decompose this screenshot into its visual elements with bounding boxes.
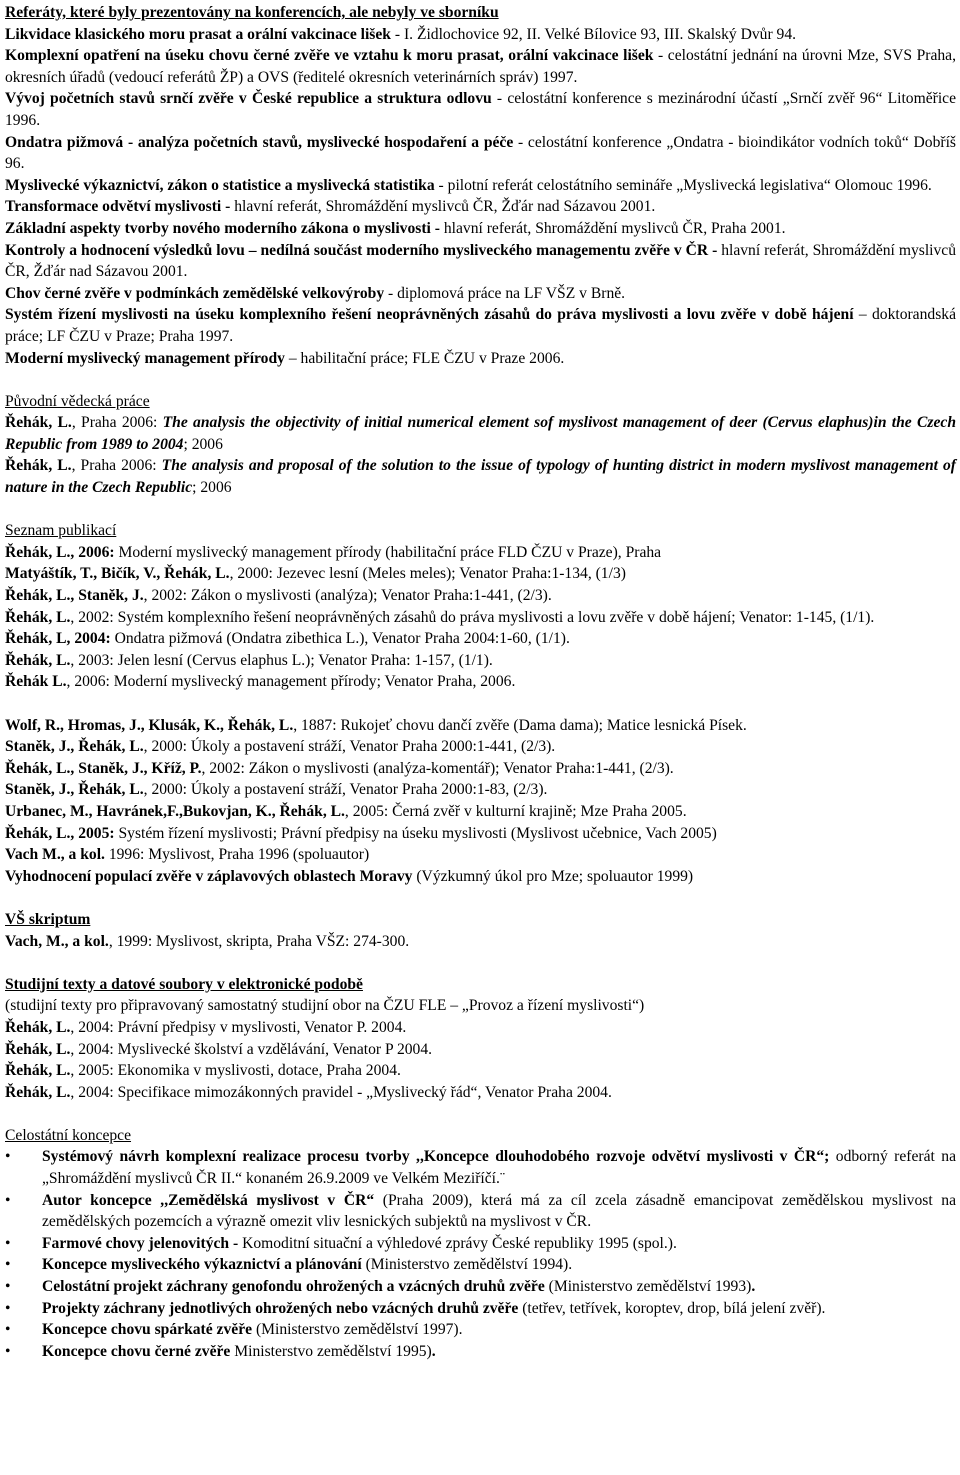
bullet-item (5, 1254, 956, 1276)
spacer (5, 887, 956, 909)
text-run: , Praha 2006: (71, 414, 163, 432)
list-item (5, 585, 956, 607)
text-run: Ministerstvo zemědělství 1995) (230, 1342, 432, 1360)
section-title-national-concepts: Celostátní koncepce (5, 1126, 132, 1144)
emphasis-run: Řehák, L. (5, 1018, 71, 1036)
text-run: , 2003: Jelen lesní (Cervus elaphus L.); Venator Praha: 1-157, (1/1). (70, 651, 493, 669)
text-run: , Praha 2006: (71, 457, 162, 475)
emphasis-run: Komplexní opatření na úseku chovu černé zvěře ve vztahu k moru prasat, orální vakcinace lišek (5, 47, 654, 65)
text-run: , 1887: Rukojeť chovu dančí zvěře (Dama dama); Matice lesnická Písek. (293, 716, 747, 734)
emphasis-run: The analysis and proposal of the solution to the issue of typology of hunting district in modern myslivost management of nature in the Czech Republic (5, 457, 957, 497)
text-run: - I. Židlochovice 92, II. Velké Bílovice 93, III. Skalský Dvůr 94. (390, 25, 797, 43)
text-run: Komoditní situační a výhledové zprávy České republiky 1995 (spol.). (238, 1234, 677, 1252)
list-item (5, 218, 956, 240)
text-run: hlavní referát, Shromáždění myslivců ČR, Žďár nad Sázavou 2001. (230, 198, 656, 216)
emphasis-run: Vach M., a kol. (5, 846, 105, 864)
list-item (5, 283, 956, 305)
text-run: (Ministerstvo zemědělství 1993) (544, 1278, 752, 1296)
list-item (5, 650, 956, 672)
emphasis-run: Autor koncepce ,,Zemědělská myslivost v ČR“ (42, 1191, 375, 1209)
list-item (5, 175, 956, 197)
national-concepts-list (5, 1146, 956, 1362)
section-title-original-research: Původní vědecká práce (5, 392, 150, 410)
textbook-list (5, 931, 956, 953)
emphasis-run: Staněk, J., Řehák, L. (5, 738, 144, 756)
list-item (5, 304, 956, 347)
bullet-item (5, 1341, 956, 1363)
list-item (5, 844, 956, 866)
text-run: odborný referát na „Shromáždění myslivců ČR II.“ konaném 26.9.2009 ve Velkém Meziříčí.¨ (42, 1148, 956, 1188)
list-item (5, 132, 956, 175)
text-run: (Ministerstvo zemědělství 1994). (361, 1256, 573, 1274)
emphasis-run: Řehák, L. (5, 608, 71, 626)
emphasis-run: Řehák L. (5, 673, 67, 691)
list-item (5, 1060, 956, 1082)
emphasis-run: Koncepce chovu spárkaté zvěře (42, 1321, 253, 1339)
emphasis-run: Chov černé zvěře v podmínkách zemědělské velkovýroby (5, 284, 385, 302)
emphasis-run: Systémový návrh komplexní realizace procesu tvorby ,,Koncepce dlouhodobého rozvoje odvětví myslivosti v ČR“; (42, 1148, 830, 1166)
spacer (5, 499, 956, 521)
text-run: , 2000: Úkoly a postavení stráží, Venator Praha 2000:1-83, (2/3). (143, 781, 548, 799)
text-run: , 2000: Jezevec lesní (Meles meles); Venator Praha:1-134, (1/3) (229, 565, 626, 583)
emphasis-run: Likvidace klasického moru prasat a orální vakcinace lišek (5, 25, 391, 43)
spacer (5, 369, 956, 391)
bullet-item (5, 1319, 956, 1341)
emphasis-run: Kontroly a hodnocení výsledků lovu – nedílná součást moderního mysliveckého managementu zvěře v ČR - (5, 241, 718, 259)
spacer (5, 1103, 956, 1125)
emphasis-run: Řehák, L, 2004: (5, 630, 111, 648)
text-run: , 2005: Černá zvěř v kulturní krajině; Mze Praha 2005. (344, 802, 687, 820)
text-run: ; 2006 (183, 435, 223, 453)
emphasis-run: Řehák, L. (5, 457, 72, 475)
section-title-conference-papers: Referáty, které byly prezentovány na konferencích, ale nebyly ve sborníku (5, 4, 499, 21)
bullet-icon: • (5, 1321, 11, 1339)
bullet-icon: • (5, 1148, 11, 1166)
text-run: Systém řízení myslivosti; Právní předpisy na úseku myslivosti (Myslivost učebnice, Vach 2005) (114, 824, 717, 842)
emphasis-run: Staněk, J., Řehák, L. (5, 781, 144, 799)
list-item (5, 801, 956, 823)
spacer (5, 952, 956, 974)
bullet-icon: • (5, 1342, 11, 1360)
emphasis-run: Základní aspekty tvorby nového moderního zákona o myslivosti - (5, 219, 440, 237)
list-item (5, 607, 956, 629)
bullet-item (5, 1233, 956, 1255)
text-run: (Ministerstvo zemědělství 1997). (252, 1321, 463, 1339)
bullet-icon: • (5, 1191, 11, 1209)
list-item (5, 671, 956, 693)
text-run: – doktorandská práce; LF ČZU v Praze; Praha 1997. (5, 306, 956, 345)
text-run: , 2002: Zákon o myslivosti (analýza); Venator Praha:1-441, (2/3). (143, 587, 552, 605)
publications-list-2 (5, 715, 956, 888)
list-item (5, 1017, 956, 1039)
text-run: - celostátní konference s mezinárodní účastí „Srnčí zvěř 96“ Litoměřice 1996. (5, 90, 956, 129)
list-item (5, 823, 956, 845)
list-item (5, 779, 956, 801)
emphasis-run: Myslivecké výkaznictví, zákon o statistice a myslivecká statistika (5, 176, 435, 194)
emphasis-run: The analysis the objectivity of initial numerical element sof myslivost management of deer (Cervus elaphus)in the Czech Republic from 1989 to 2004 (5, 414, 956, 453)
text-run: - celostátní jednání na úrovni Mze, SVS Praha, okresních úřadů (vedoucí referátů ŽP) a OVS (ředitelé okresních veterinárních správ) 1997. (5, 47, 956, 86)
list-item (5, 758, 956, 780)
list-item (5, 736, 956, 758)
text-run: , 2006: Moderní myslivecký management přírody; Venator Praha, 2006. (66, 673, 516, 691)
emphasis-run: Řehák, L., 2005: (5, 824, 115, 842)
bullet-item (5, 1298, 956, 1320)
emphasis-run: Řehák, L. (5, 1062, 71, 1080)
text-run: Ondatra pižmová (Ondatra zibethica L.), Venator Praha 2004:1-60, (1/1). (110, 630, 570, 648)
text-run: Moderní myslivecký management přírody (habilitační práce FLD ČZU v Praze), Praha (114, 543, 662, 561)
emphasis-run: . (751, 1278, 756, 1296)
emphasis-run: Vývoj početních stavů srnčí zvěře v České republice a struktura odlovu (5, 90, 492, 108)
section-title-publications: Seznam publikací (5, 522, 117, 540)
emphasis-run: Wolf, R., Hromas, J., Klusák, K., Řehák, L. (5, 716, 294, 734)
text-run: , 2005: Ekonomika v myslivosti, dotace, Praha 2004. (70, 1062, 401, 1080)
text-run: (studijní texty pro připravovaný samostatný studijní obor na ČZU FLE – „Provoz a řízení myslivosti“) (5, 997, 645, 1015)
text-run: hlavní referát, Shromáždění myslivců ČR, Praha 2001. (439, 219, 786, 237)
list-item (5, 995, 956, 1017)
emphasis-run: Koncepce chovu černé zvěře (42, 1342, 231, 1360)
bullet-icon: • (5, 1234, 11, 1252)
emphasis-run: Systém řízení myslivosti na úseku komplexního řešení neoprávněných zásahů do práva myslivosti a lovu zvěře v době hájení (5, 306, 854, 324)
study-texts-list (5, 995, 956, 1103)
list-item (5, 24, 956, 46)
text-run: , 2004: Myslivecké školství a vzdělávání, Venator P 2004. (70, 1040, 433, 1058)
emphasis-run: Matyáštík, T., Bičík, V., Řehák, L. (5, 565, 230, 583)
text-run: , 2004: Specifikace mimozákonných pravidel - „Myslivecký řád“, Venator Praha 2004. (70, 1083, 612, 1101)
list-item (5, 715, 956, 737)
text-run: (Výzkumný úkol pro Mze; spoluautor 1999) (412, 867, 694, 885)
publications-list (5, 542, 956, 693)
list-item (5, 88, 956, 131)
emphasis-run: Vach, M., a kol. (5, 932, 109, 950)
spacer (5, 693, 956, 715)
bullet-item (5, 1190, 956, 1233)
text-run: , 1999: Myslivost, skripta, Praha VŠZ: 274-300. (108, 932, 410, 950)
original-research-list (5, 412, 956, 498)
text-run: , 2004: Právní předpisy v myslivosti, Venator P. 2004. (70, 1018, 407, 1036)
text-run: - pilotní referát celostátního semináře „Myslivecká legislativa“ Olomouc 1996. (434, 176, 932, 194)
text-run: - diplomová práce na LF VŠZ v Brně. (384, 284, 626, 302)
text-run: , 2002: Systém komplexního řešení neoprávněných zásahů do práva myslivosti a lovu zvěře v době hájení; Venator: 1-145, (1/1). (70, 608, 875, 626)
list-item (5, 931, 956, 953)
text-run: (Praha 2009), která má za cíl zcela zásadně emancipovat zemědělskou myslivost na zemědělských pozemcích a výrazně omezit vliv lesnických subjektů na myslivost v ČR. (42, 1191, 956, 1231)
bullet-item (5, 1276, 956, 1298)
list-item (5, 45, 956, 88)
emphasis-run: Řehák, L. (5, 414, 72, 432)
list-item (5, 196, 956, 218)
text-run: - celostátní konference „Ondatra - bioindikátor vodních toků“ Dobříš 96. (5, 133, 956, 173)
section-title-study-texts: Studijní texty a datové soubory v elektronické podobě (5, 975, 363, 993)
conference-papers-list (5, 24, 956, 370)
emphasis-run: Farmové chovy jelenovitých - (42, 1234, 239, 1252)
emphasis-run: Celostátní projekt záchrany genofondu ohrožených a vzácných druhů zvěře (42, 1278, 545, 1296)
emphasis-run: Řehák, L. (5, 651, 71, 669)
text-run: ; 2006 (192, 479, 232, 497)
list-item (5, 866, 956, 888)
list-item (5, 628, 956, 650)
emphasis-run: Transformace odvětví myslivosti - (5, 198, 231, 216)
text-run: , 2002: Zákon o myslivosti (analýza-komentář); Venator Praha:1-441, (2/3). (201, 759, 674, 777)
emphasis-run: Řehák, L., Staněk, J., Kříž, P. (5, 759, 202, 777)
emphasis-run: Řehák, L., 2006: (5, 543, 115, 561)
text-run: – habilitační práce; FLE ČZU v Praze 2006. (284, 349, 565, 367)
emphasis-run: . (431, 1342, 436, 1360)
bullet-icon: • (5, 1299, 11, 1317)
emphasis-run: Koncepce mysliveckého výkaznictví a plánování (42, 1256, 362, 1274)
emphasis-run: Ondatra pižmová - analýza početních stavů, myslivecké hospodaření a péče (5, 133, 514, 151)
emphasis-run: Řehák, L. (5, 1083, 71, 1101)
text-run: (tetřev, tetřívek, koroptev, drop, bílá jelení zvěř). (518, 1299, 826, 1317)
text-run: hlavní referát, Shromáždění myslivců ČR, Žďár nad Sázavou 2001. (5, 241, 956, 281)
list-item (5, 563, 956, 585)
list-item (5, 412, 956, 455)
list-item (5, 1039, 956, 1061)
section-title-textbook: VŠ skriptum (5, 910, 91, 928)
list-item (5, 240, 956, 283)
bullet-icon: • (5, 1256, 11, 1274)
list-item (5, 348, 956, 370)
emphasis-run: Projekty záchrany jednotlivých ohrožených nebo vzácných druhů zvěře (42, 1299, 519, 1317)
text-run: , 2000: Úkoly a postavení stráží, Venator Praha 2000:1-441, (2/3). (143, 738, 556, 756)
list-item (5, 1082, 956, 1104)
emphasis-run: Moderní myslivecký management přírody (5, 349, 285, 367)
list-item (5, 455, 956, 498)
emphasis-run: Řehák, L., Staněk, J. (5, 587, 144, 605)
emphasis-run: Řehák, L. (5, 1040, 71, 1058)
emphasis-run: Vyhodnocení populací zvěře v záplavových oblastech Moravy (5, 867, 413, 885)
text-run: 1996: Myslivost, Praha 1996 (spoluautor) (104, 846, 370, 864)
bullet-item (5, 1146, 956, 1189)
list-item (5, 542, 956, 564)
emphasis-run: Urbanec, M., Havránek,F.,Bukovjan, K., Řehák, L. (5, 802, 345, 820)
bullet-icon: • (5, 1278, 11, 1296)
